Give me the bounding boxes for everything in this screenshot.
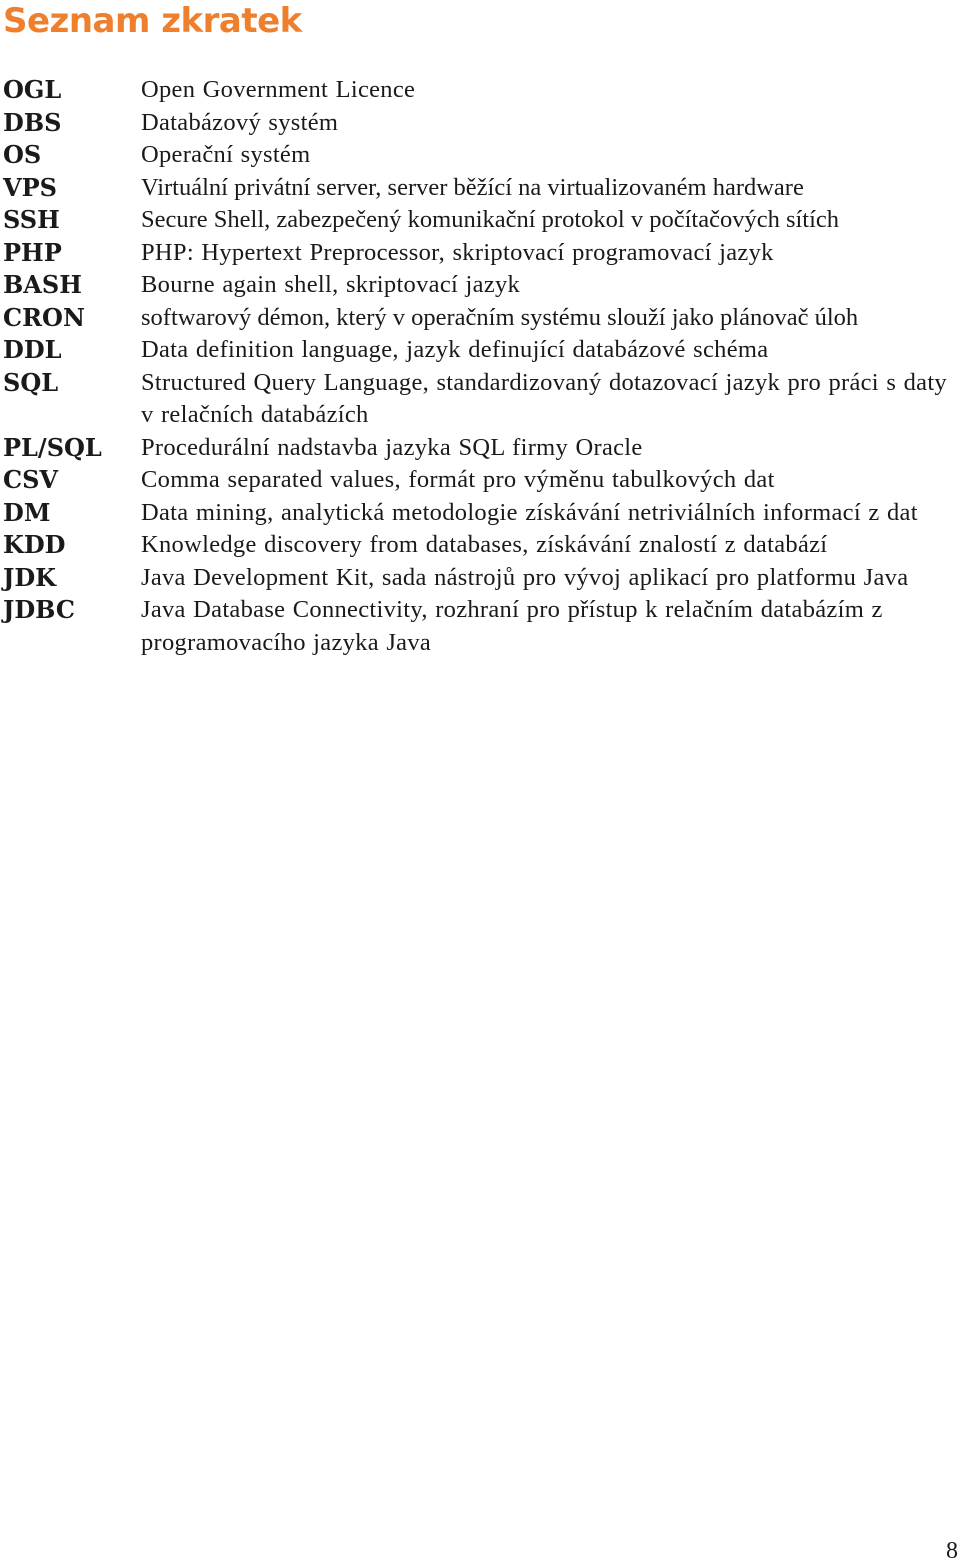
abbreviation-term: DDL xyxy=(3,335,62,364)
abbreviation-description: Databázový systém xyxy=(141,108,339,136)
abbreviation-description: Procedurální nadstavba jazyka SQL firmy Oracle xyxy=(141,433,643,461)
abbreviation-term: OS xyxy=(3,140,42,169)
abbreviation-term: SSH xyxy=(3,205,60,234)
list-item xyxy=(3,269,960,302)
abbreviation-description: Knowledge discovery from databases, získávání znalostí z databází xyxy=(141,531,828,558)
abbreviation-list xyxy=(3,74,960,659)
list-item xyxy=(3,107,960,140)
abbreviation-description: Virtuální privátní server, server běžící na virtualizovaném hardware xyxy=(141,173,804,201)
list-item xyxy=(3,367,960,432)
list-item xyxy=(3,562,960,595)
list-item xyxy=(3,594,960,659)
abbreviation-description: Bourne again shell, skriptovací jazyk xyxy=(141,271,521,298)
abbreviation-description: Structured Query Language, standardizovaný dotazovací jazyk pro práci s daty v relačních databázích xyxy=(141,368,947,428)
abbreviation-term: OGL xyxy=(3,75,62,104)
abbreviation-term: PL/SQL xyxy=(3,432,102,462)
abbreviation-term: KDD xyxy=(3,530,66,559)
abbreviation-description: Data mining, analytická metodologie získávání netriviálních informací z dat xyxy=(141,498,918,526)
abbreviation-description: Java Database Connectivity, rozhraní pro přístup k relačním databázím z programovacího jazyka Java xyxy=(141,596,883,656)
abbreviation-term: JDBC xyxy=(3,595,75,624)
page-number: 8 xyxy=(946,1538,958,1564)
abbreviation-term: CSV xyxy=(3,465,59,494)
abbreviation-term: DM xyxy=(3,497,51,527)
abbreviation-term: DBS xyxy=(3,107,62,137)
abbreviation-term: BASH xyxy=(3,270,82,299)
list-item xyxy=(3,302,960,335)
abbreviation-term: CRON xyxy=(3,302,85,332)
abbreviation-description: Java Development Kit, sada nástrojů pro vývoj aplikací pro platformu Java xyxy=(141,563,909,591)
page-title: Seznam zkratek xyxy=(3,1,302,41)
list-item xyxy=(3,139,960,172)
list-item xyxy=(3,432,960,465)
abbreviation-description: softwarový démon, který v operačním systému slouží jako plánovač úloh xyxy=(141,303,859,331)
abbreviation-description: Data definition language, jazyk definující databázové schéma xyxy=(141,336,769,363)
abbreviation-description: Comma separated values, formát pro výměnu tabulkových dat xyxy=(141,466,775,493)
list-item xyxy=(3,334,960,367)
abbreviation-term: SQL xyxy=(3,367,59,397)
list-item xyxy=(3,172,960,205)
abbreviation-term: JDK xyxy=(3,562,57,592)
list-item xyxy=(3,529,960,562)
list-item xyxy=(3,464,960,497)
abbreviation-description: Operační systém xyxy=(141,141,311,168)
abbreviation-description: Secure Shell, zabezpečený komunikační protokol v počítačových sítích xyxy=(141,206,840,233)
abbreviation-term: PHP xyxy=(3,237,62,267)
list-item xyxy=(3,204,960,237)
abbreviation-description: PHP: Hypertext Preprocessor, skriptovací programovací jazyk xyxy=(141,238,774,266)
list-item xyxy=(3,497,960,530)
list-item xyxy=(3,74,960,107)
list-item xyxy=(3,237,960,270)
abbreviation-description: Open Government Licence xyxy=(141,76,416,103)
abbreviation-term: VPS xyxy=(3,172,57,202)
